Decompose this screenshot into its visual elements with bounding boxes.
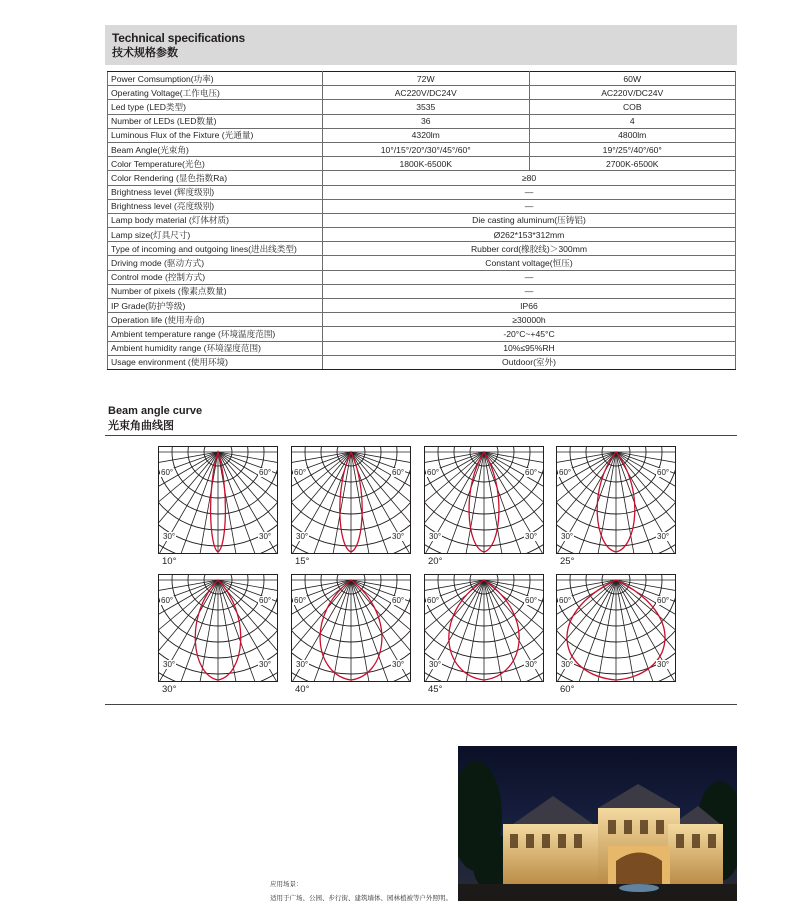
spec-value: — bbox=[323, 199, 736, 213]
polar-angle-label: 30° bbox=[561, 532, 574, 541]
spec-title-cn: 技术规格参数 bbox=[112, 47, 178, 59]
polar-spoke bbox=[616, 580, 676, 660]
beam-title-en: Beam angle curve bbox=[108, 405, 203, 417]
spec-row bbox=[108, 142, 736, 156]
polar-spoke bbox=[484, 580, 544, 635]
polar-spoke bbox=[556, 580, 616, 660]
polar-angle-label: 60° bbox=[427, 596, 440, 605]
spec-label: IP Grade(防护等级) bbox=[108, 299, 323, 313]
spec-value-v1: 72W bbox=[323, 72, 530, 86]
spec-value-v2: 4 bbox=[529, 114, 736, 128]
polar-spoke bbox=[424, 452, 484, 507]
beam-curve-label: 30° bbox=[162, 684, 177, 695]
spec-row bbox=[108, 256, 736, 270]
polar-angle-label: 60° bbox=[294, 596, 307, 605]
polar-angle-label: 30° bbox=[163, 660, 176, 669]
spec-value: Die casting aluminum(压铸铝) bbox=[323, 213, 736, 227]
spec-value: IP66 bbox=[323, 299, 736, 313]
beam-curve-60 bbox=[556, 574, 676, 695]
application-text: 适用于广场、公园、步行街、建筑墙体、园林植被等户外照明。 bbox=[270, 895, 452, 902]
spec-row bbox=[108, 327, 736, 341]
polar-angle-label: 60° bbox=[657, 468, 670, 477]
polar-angle-label: 30° bbox=[429, 532, 442, 541]
polar-spoke bbox=[351, 452, 411, 532]
spec-value: Outdoor(室外) bbox=[323, 355, 736, 369]
application-photo bbox=[458, 746, 737, 901]
spec-row bbox=[108, 185, 736, 199]
spec-row bbox=[108, 270, 736, 284]
polar-spoke bbox=[218, 452, 278, 507]
spec-row bbox=[108, 171, 736, 185]
spec-title-en: Technical specifications bbox=[112, 31, 246, 45]
polar-spoke bbox=[291, 452, 351, 532]
spec-value-v2: COB bbox=[529, 100, 736, 114]
beam-curve-label: 10° bbox=[162, 556, 177, 567]
spec-value: ≥80 bbox=[323, 171, 736, 185]
spec-value-v1: 3535 bbox=[323, 100, 530, 114]
spec-value: — bbox=[323, 270, 736, 284]
spec-value-v2: 60W bbox=[529, 72, 736, 86]
spec-value-v2: 4800lm bbox=[529, 128, 736, 142]
polar-spoke bbox=[484, 580, 544, 660]
spec-value-v2: 19°/25°/40°/60° bbox=[529, 142, 736, 156]
spec-value: Rubber cord(橡胶线)＞300mm bbox=[323, 242, 736, 256]
spec-value: Constant voltage(恒压) bbox=[323, 256, 736, 270]
spec-label: Ambient humidity range (环境湿度范围) bbox=[108, 341, 323, 355]
spec-row bbox=[108, 355, 736, 369]
polar-spoke bbox=[424, 580, 484, 635]
polar-spoke bbox=[616, 452, 676, 532]
spec-value-v1: AC220V/DC24V bbox=[323, 86, 530, 100]
polar-angle-label: 30° bbox=[561, 660, 574, 669]
spec-row bbox=[108, 313, 736, 327]
spec-label: Lamp size(灯具尺寸) bbox=[108, 228, 323, 242]
spec-label: Lamp body material (灯体材质) bbox=[108, 213, 323, 227]
beam-title-cn: 光束角曲线图 bbox=[108, 420, 174, 432]
spec-row bbox=[108, 299, 736, 313]
polar-angle-label: 30° bbox=[296, 532, 309, 541]
spec-label: Led type (LED类型) bbox=[108, 100, 323, 114]
spec-row bbox=[108, 157, 736, 171]
spec-value: 10%≤95%RH bbox=[323, 341, 736, 355]
polar-spoke bbox=[190, 580, 218, 682]
polar-angle-label: 60° bbox=[657, 596, 670, 605]
polar-angle-label: 60° bbox=[559, 468, 572, 477]
spec-label: Operating Voltage(工作电压) bbox=[108, 86, 323, 100]
spec-row bbox=[108, 242, 736, 256]
polar-spoke bbox=[456, 452, 484, 554]
polar-angle-label: 60° bbox=[259, 468, 272, 477]
polar-spoke bbox=[588, 580, 616, 682]
spec-value: — bbox=[323, 284, 736, 298]
application-title: 应用场景： bbox=[270, 881, 303, 888]
spec-value: -20°C~+45°C bbox=[323, 327, 736, 341]
polar-spoke bbox=[218, 580, 278, 635]
polar-spoke bbox=[158, 452, 218, 532]
spec-value-v1: 1800K-6500K bbox=[323, 157, 530, 171]
beam-curve-20 bbox=[424, 446, 544, 567]
beam-curve-label: 60° bbox=[560, 684, 575, 695]
polar-angle-label: 60° bbox=[161, 596, 174, 605]
spec-row bbox=[108, 199, 736, 213]
polar-spoke bbox=[424, 452, 484, 532]
spec-row bbox=[108, 86, 736, 100]
polar-angle-label: 60° bbox=[259, 596, 272, 605]
polar-angle-label: 30° bbox=[525, 532, 538, 541]
spec-label: Luminous Flux of the Fixture (光通量) bbox=[108, 128, 323, 142]
polar-angle-label: 30° bbox=[525, 660, 538, 669]
spec-label: Type of incoming and outgoing lines(进出线类型) bbox=[108, 242, 323, 256]
spec-label: Color Rendering (显色指数Ra) bbox=[108, 171, 323, 185]
spec-value-v1: 36 bbox=[323, 114, 530, 128]
spec-value: Ø262*153*312mm bbox=[323, 228, 736, 242]
spec-header-band bbox=[105, 25, 737, 65]
polar-angle-label: 30° bbox=[657, 532, 670, 541]
spec-value: ≥30000h bbox=[323, 313, 736, 327]
spec-label: Color Temperature(光色) bbox=[108, 157, 323, 171]
spec-table bbox=[107, 71, 736, 370]
spec-label: Control mode (控制方式) bbox=[108, 270, 323, 284]
spec-label: Beam Angle(光束角) bbox=[108, 142, 323, 156]
polar-spoke bbox=[484, 580, 512, 682]
polar-spoke bbox=[424, 580, 484, 660]
polar-spoke bbox=[616, 580, 644, 682]
beam-curve-10 bbox=[158, 446, 278, 567]
beam-curve-45 bbox=[424, 574, 544, 695]
polar-spoke bbox=[556, 452, 616, 532]
polar-angle-label: 60° bbox=[294, 468, 307, 477]
spec-label: Ambient temperature range (环境温度范围) bbox=[108, 327, 323, 341]
polar-angle-label: 30° bbox=[259, 532, 272, 541]
polar-angle-label: 60° bbox=[525, 596, 538, 605]
spec-value-v1: 10°/15°/20°/30°/45°/60° bbox=[323, 142, 530, 156]
polar-spoke bbox=[218, 580, 246, 682]
polar-spoke bbox=[218, 452, 278, 532]
spec-label: Number of LEDs (LED数量) bbox=[108, 114, 323, 128]
polar-spoke bbox=[323, 580, 351, 682]
spec-row bbox=[108, 100, 736, 114]
polar-spoke bbox=[556, 452, 616, 507]
polar-angle-label: 30° bbox=[163, 532, 176, 541]
polar-spoke bbox=[556, 580, 616, 635]
spec-label: Number of pixels (像素点数量) bbox=[108, 284, 323, 298]
spec-label: Brightness level (辉度级别) bbox=[108, 185, 323, 199]
polar-spoke bbox=[456, 580, 484, 682]
spec-row bbox=[108, 284, 736, 298]
polar-angle-label: 60° bbox=[559, 596, 572, 605]
beam-curve-40 bbox=[291, 574, 411, 695]
beam-curve-label: 40° bbox=[295, 684, 310, 695]
spec-label: Brightness level (亮度级别) bbox=[108, 199, 323, 213]
spec-value: — bbox=[323, 185, 736, 199]
beam-section-top-rule bbox=[105, 435, 737, 436]
spec-row bbox=[108, 128, 736, 142]
spec-row bbox=[108, 213, 736, 227]
polar-spoke bbox=[158, 452, 218, 507]
spec-label: Operation life (使用寿命) bbox=[108, 313, 323, 327]
beam-section-bottom-rule bbox=[105, 704, 737, 705]
beam-section-title bbox=[108, 405, 202, 433]
spec-row bbox=[108, 228, 736, 242]
spec-label: Driving mode (驱动方式) bbox=[108, 256, 323, 270]
beam-curve-label: 25° bbox=[560, 556, 575, 567]
polar-angle-label: 30° bbox=[429, 660, 442, 669]
polar-angle-label: 30° bbox=[657, 660, 670, 669]
polar-spoke bbox=[323, 452, 351, 554]
spec-value-v2: AC220V/DC24V bbox=[529, 86, 736, 100]
polar-spoke bbox=[484, 452, 512, 554]
spec-row bbox=[108, 341, 736, 355]
spec-label: Usage environment (使用环境) bbox=[108, 355, 323, 369]
polar-angle-label: 60° bbox=[427, 468, 440, 477]
polar-spoke bbox=[351, 580, 379, 682]
beam-curve-15 bbox=[291, 446, 411, 567]
polar-angle-label: 30° bbox=[392, 660, 405, 669]
polar-angle-label: 60° bbox=[392, 468, 405, 477]
beam-curve-25 bbox=[556, 446, 676, 567]
polar-angle-label: 60° bbox=[161, 468, 174, 477]
polar-spoke bbox=[158, 580, 218, 635]
spec-row bbox=[108, 114, 736, 128]
polar-angle-label: 30° bbox=[296, 660, 309, 669]
application-note bbox=[270, 878, 452, 906]
polar-angle-label: 60° bbox=[525, 468, 538, 477]
polar-spoke bbox=[616, 452, 676, 507]
spec-value-v1: 4320lm bbox=[323, 128, 530, 142]
spec-value-v2: 2700K-6500K bbox=[529, 157, 736, 171]
beam-curve-30 bbox=[158, 574, 278, 695]
beam-curve-label: 20° bbox=[428, 556, 443, 567]
polar-angle-label: 30° bbox=[259, 660, 272, 669]
polar-spoke bbox=[351, 452, 379, 554]
polar-angle-label: 30° bbox=[392, 532, 405, 541]
spec-row bbox=[108, 72, 736, 86]
polar-spoke bbox=[484, 452, 544, 507]
spec-label: Power Comsumption(功率) bbox=[108, 72, 323, 86]
night-building-illustration bbox=[458, 746, 737, 901]
beam-curve-label: 45° bbox=[428, 684, 443, 695]
polar-spoke bbox=[484, 452, 544, 532]
polar-angle-label: 60° bbox=[392, 596, 405, 605]
beam-curve-label: 15° bbox=[295, 556, 310, 567]
polar-spoke bbox=[616, 580, 676, 635]
